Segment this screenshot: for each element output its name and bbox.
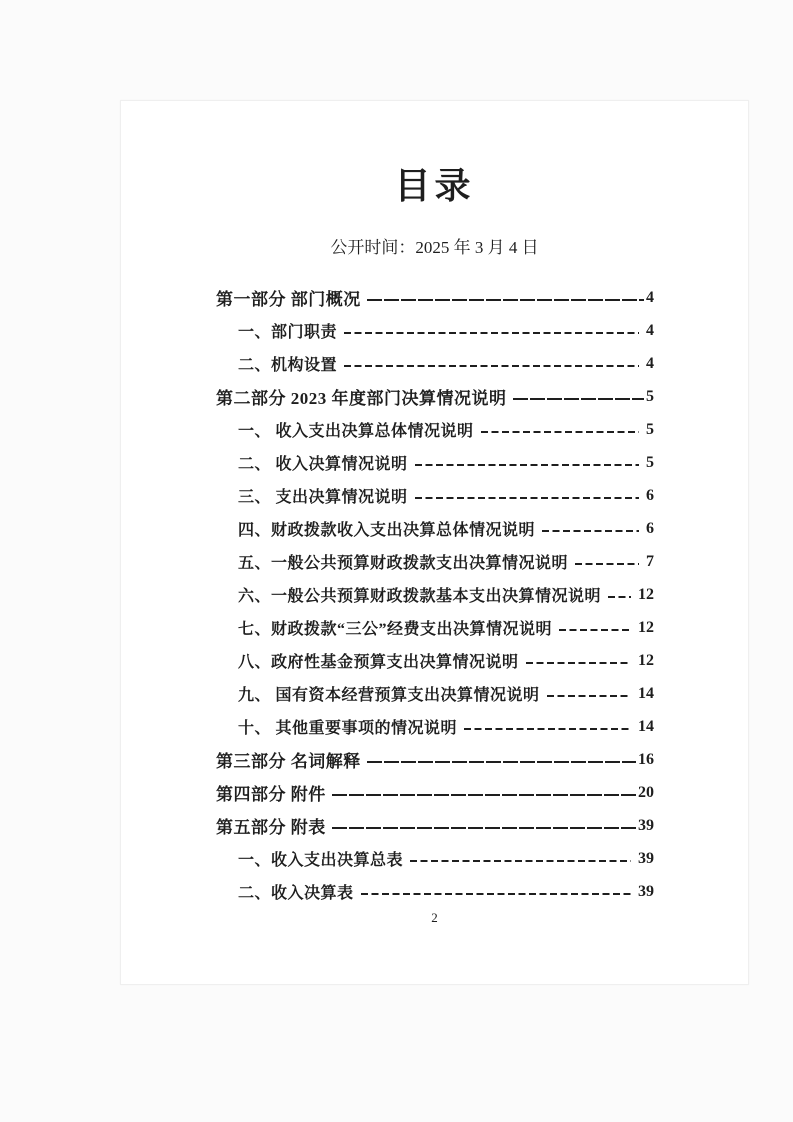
toc-leader-line (415, 464, 639, 466)
toc-entry (121, 545, 748, 578)
toc-entry-label: 七、财政拨款“三公”经费支出决算情况说明 (238, 621, 553, 638)
toc-entry-label: 二、 收入决算情况说明 (238, 456, 408, 473)
toc-leader-line (344, 332, 639, 334)
toc-leader-line (559, 629, 631, 631)
toc-page-number: 6 (646, 486, 654, 504)
toc-leader-line (526, 662, 631, 664)
toc-leader-line (367, 761, 636, 763)
toc-leader-line (367, 299, 644, 301)
toc-leader-line (332, 827, 636, 829)
toc-page-number: 12 (638, 651, 654, 669)
toc-page-number: 4 (646, 354, 654, 372)
toc-entry-label: 第四部分 附件 (216, 785, 326, 804)
toc-entry-label: 第五部分 附表 (216, 818, 326, 837)
toc-page-number: 6 (646, 519, 654, 537)
toc-entry-label: 六、一般公共预算财政拨款基本支出决算情况说明 (238, 588, 602, 605)
toc-page-number: 39 (638, 882, 654, 900)
toc-leader-line (332, 794, 636, 796)
footer-page-number: 2 (431, 910, 438, 925)
publish-date: 公开时间：2025 年 3 月 4 日 (330, 238, 539, 257)
toc-entry (121, 479, 748, 512)
toc-leader-line (481, 431, 639, 433)
toc-page-number: 14 (638, 717, 654, 735)
toc-leader-line (410, 860, 631, 862)
toc-entry-label: 四、财政拨款收入支出决算总体情况说明 (238, 522, 536, 539)
page-sheet (120, 100, 749, 985)
toc-entry (121, 875, 748, 908)
toc-page-number: 39 (638, 816, 654, 834)
toc-entry (121, 776, 748, 809)
toc-entry (121, 314, 748, 347)
toc-entry-label: 十、 其他重要事项的情况说明 (238, 720, 458, 737)
toc-entry-label: 九、 国有资本经营预算支出决算情况说明 (238, 687, 540, 704)
toc-entry (121, 578, 748, 611)
toc-page-number: 5 (646, 387, 654, 405)
toc-entry (121, 512, 748, 545)
toc-page-number: 5 (646, 453, 654, 471)
toc-entry-label: 第一部分 部门概况 (216, 290, 361, 309)
toc-entry-label: 三、 支出决算情况说明 (238, 489, 408, 506)
toc-leader-line (608, 596, 631, 598)
toc-page-number: 39 (638, 849, 654, 867)
toc-entry (121, 809, 748, 842)
toc-leader-line (464, 728, 631, 730)
toc-leader-line (542, 530, 639, 532)
toc-entry-label: 二、机构设置 (238, 357, 338, 374)
toc-entry (121, 710, 748, 743)
toc-leader-line (547, 695, 631, 697)
toc-entry (121, 380, 748, 413)
toc-entry-label: 八、政府性基金预算支出决算情况说明 (238, 654, 519, 671)
toc-entry-label: 五、一般公共预算财政拨款支出决算情况说明 (238, 555, 569, 572)
toc-entry (121, 644, 748, 677)
toc-entry (121, 413, 748, 446)
toc-entry (121, 281, 748, 314)
toc-entry-label: 一、收入支出决算总表 (238, 852, 404, 869)
toc-entry-label: 一、部门职责 (238, 324, 338, 341)
toc-entry (121, 842, 748, 875)
toc-page-number: 16 (638, 750, 654, 768)
toc-list (121, 281, 748, 908)
toc-page-number: 7 (646, 552, 654, 570)
toc-entry (121, 611, 748, 644)
toc-entry-label: 第三部分 名词解释 (216, 752, 361, 771)
toc-entry-label: 第二部分 2023 年度部门决算情况说明 (216, 389, 507, 408)
page-title: 目录 (394, 165, 475, 206)
toc-page-number: 14 (638, 684, 654, 702)
toc-page-number: 12 (638, 618, 654, 636)
toc-entry (121, 743, 748, 776)
toc-page-number: 20 (638, 783, 654, 801)
toc-leader-line (344, 365, 639, 367)
toc-entry-label: 二、收入决算表 (238, 885, 354, 902)
toc-entry (121, 347, 748, 380)
toc-entry (121, 446, 748, 479)
toc-entry (121, 677, 748, 710)
toc-page-number: 4 (646, 321, 654, 339)
toc-leader-line (361, 893, 631, 895)
toc-leader-line (575, 563, 639, 565)
toc-page-number: 5 (646, 420, 654, 438)
toc-page-number: 4 (646, 288, 654, 306)
toc-page-number: 12 (638, 585, 654, 603)
toc-leader-line (415, 497, 639, 499)
toc-entry-label: 一、 收入支出决算总体情况说明 (238, 423, 474, 440)
toc-leader-line (513, 398, 645, 400)
